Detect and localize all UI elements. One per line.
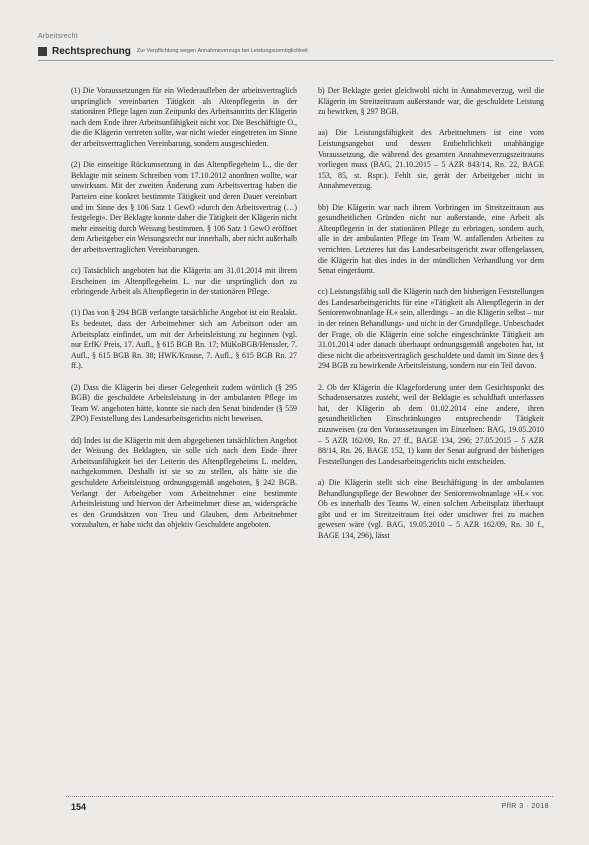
paragraph: bb) Die Klägerin war nach ihrem Vorbringen im Streitzeitraum aus gesundheitlichen Gründen nicht nur außerstande, eine Arbeit als Altenpflegerin in der stationären Pflege zu erbringen, sondern auch, alle in der ambulanten Pflege im Team W. anfallenden Arbeiten zu verrichten. Letzteres hat das Landesarbeitsgericht zwar offengelassen, die Klägerin hat dies indes in der mündlichen Verhandlung vor dem Senat eingeräumt. <box>318 202 544 276</box>
header-square-marker <box>38 47 47 56</box>
paragraph: (2) Die einseitige Rückumsetzung in das Altenpflegeheim L., die der Beklagte mit seinem Schreiben vom 17.10.2012 anordnen wollte, war unwirksam. Mit der zweiten Änderung zum Arbeitsvertrag haben die Parteien eine konkret bestimmte Tätigkeit und deren Dauer vereinbart und im Sinne des § 106 Satz 1 GewO »durch den Arbeitsvertrag (…) festgelegt«. Der Beklagte konnte daher die Tätigkeit der Klägerin nicht mehr einseitig durch Weisung bestimmen. § 106 Satz 1 GewO eröffnet dem Arbeitgeber ein Weisungsrecht nur innerhalb, aber nicht außerhalb der arbeitsvertraglichen Vereinbarungen. <box>71 160 297 254</box>
paragraph: b) Der Beklagte geriet gleichwohl nicht in Annahmeverzug, weil die Klägerin im Streitzeitraum außerstande war, die geschuldete Leistung zu bewirken, § 297 BGB. <box>318 86 544 117</box>
paragraph: (1) Die Voraussetzungen für ein Wiederaufleben der arbeitsvertraglich ursprünglich vereinbarten Tätigkeit als Altenpflegerin in der stationären Pflege lagen zum Zeitpunkt des Arbeitsantritts der Klägerin nach dem Ende ihrer Arbeitsunfähigkeit nicht vor. Die Beschäftigte O., die die Klägerin vertreten sollte, war nicht wieder eingetreten im Sinne der arbeitsvertraglichen Vereinbarung, sondern ausgeschieden. <box>71 86 297 148</box>
paragraph: aa) Die Leistungsfähigkeit des Arbeitnehmers ist eine vom Leistungsangebot und dessen Entbehrlichkeit unabhängige Voraussetzung, die während des gesamten Annahmeverzugszeitraums vorliegen muss (BAG, 21.10.2015 – 5 AZR 843/14, Rn. 22, BAGE 153, 85, st. Rspr.). Fehlt sie, gerät der Arbeitgeber nicht in Annahmeverzug. <box>318 128 544 191</box>
paragraph: dd) Indes ist die Klägerin mit dem abgegebenen tatsächlichen Angebot der Weisung des Beklagten, sie solle sich nach dem Ende ihrer Arbeitsunfähigkeit bei der Leiterin des Altenpflegeheims L. melden, nachgekommen. Deshalb ist sie so zu stellen, als hätte sie die geschuldete Arbeitsleistung ordnungsgemäß angeboten, § 242 BGB. Verlangt der Arbeitgeber vom Arbeitnehmer eine bestimmte Arbeitsleistung und hiervon der Arbeitnehmer diese an, widerspräche es den Grundsätzen von Treu und Glauben, dem Arbeitnehmer vorzuhalten, er habe nicht das objektiv Geschuldete angeboten. <box>71 435 297 530</box>
paragraph: (1) Das von § 294 BGB verlangte tatsächliche Angebot ist ein Realakt. Es bedeutet, dass der Arbeitnehmer sich am Arbeitsort oder am Arbeitsplatz einfindet, um mit der Arbeitsleistung zu beginnen (vgl. nur ErfK/ Preis, 17. Aufl., § 615 BGB Rn. 17; MüKoBGB/Henssler, 7. Aufl., § 615 BGB Rn. 38; HWK/Krause, 7. Aufl., § 615 BGB Rn. 27 ff.). <box>71 308 297 371</box>
paragraph: cc) Tatsächlich angeboten hat die Klägerin am 31.01.2014 mit ihrem Erscheinen im Altenpflegeheim L. nur die ursprünglich dort zu erbringende Arbeit als Altenpflegerin in der stationären Pflege. <box>71 266 297 297</box>
paragraph: a) Die Klägerin stellt sich eine Beschäftigung in der ambulanten Behandlungspflege der Bewohner der Seniorenwohnanlage »H.« vor. Ob es innerhalb des Teams W. einen solchen Arbeitsplatz überhaupt gibt und er im Streitzeitraum frei oder unschwer frei zu machen gewesen wäre (vgl. BAG, 19.05.2010 – 5 AZR 162/09, Rn. 30 f., BAGE 134, 296), lässt <box>318 477 544 540</box>
page-number: 154 <box>71 802 87 812</box>
header-bar <box>38 44 553 58</box>
paragraph: 2. Ob der Klägerin die Klageforderung unter dem Gesichtspunkt des Schadensersatzes zusteht, weil der Beklagte es schuldhaft unterlassen hat, der Klägerin ab dem 01.02.2014 eine andere, ihren gesundheitlichen Einschränkungen entsprechende Tätigkeit zuzuweisen (zu den Voraussetzungen im Einzelnen: BAG, 19.05.2010 – 5 AZR 162/09, Rn. 27 ff., BAGE 134, 296; 27.05.2015 – 5 AZR 88/14, Rn. 26, BAGE 152, 1) kann der Senat aufgrund der bisherigen Feststellungen des Landesarbeitsgerichts nicht entscheiden. <box>318 382 544 466</box>
right-column <box>318 86 544 552</box>
footer-divider <box>66 796 553 797</box>
journal-issue: PflR 3 · 2018 <box>501 803 549 810</box>
left-column <box>71 86 297 542</box>
paragraph: cc) Leistungsfähig soll die Klägerin nach den bisherigen Feststellungen des Landesarbeitsgerichts für eine »Tätigkeit als Altenpflegerin in der Seniorenwohnanlage H.« sein, allerdings – an die Klägerin selbst – nur in der reinen Behandlungs- und nicht in der Grundpflege. Unbeschadet der Frage, ob die Klägerin eine solche eingeschränkte Tätigkeit am 31.01.2014 oder danach überhaupt ordnungsgemäß angeboten hat, ist diese nicht die arbeitsvertraglich geschuldete und damit im Sinne des § 294 BGB zu bewirkende Arbeitsleistung, sondern nur ein Teil davon. <box>318 287 544 371</box>
header-title: Rechtsprechung <box>52 45 131 57</box>
paragraph: (2) Dass die Klägerin bei dieser Gelegenheit zudem wörtlich (§ 295 BGB) die geschuldete Arbeitsleistung in der ambulanten Pflege im Team W. angeboten hätte, konnte sie nach den Senat bindender (§ 559 ZPO) Feststellung des Landesarbeitsgerichts nicht beweisen. <box>71 382 297 424</box>
header-subtitle: Zur Verpflichtung wegen Annahmeverzugs bei Leistungsunmöglichkeit <box>136 48 308 54</box>
header-divider <box>38 60 553 61</box>
section-label: Arbeitsrecht <box>38 33 78 40</box>
